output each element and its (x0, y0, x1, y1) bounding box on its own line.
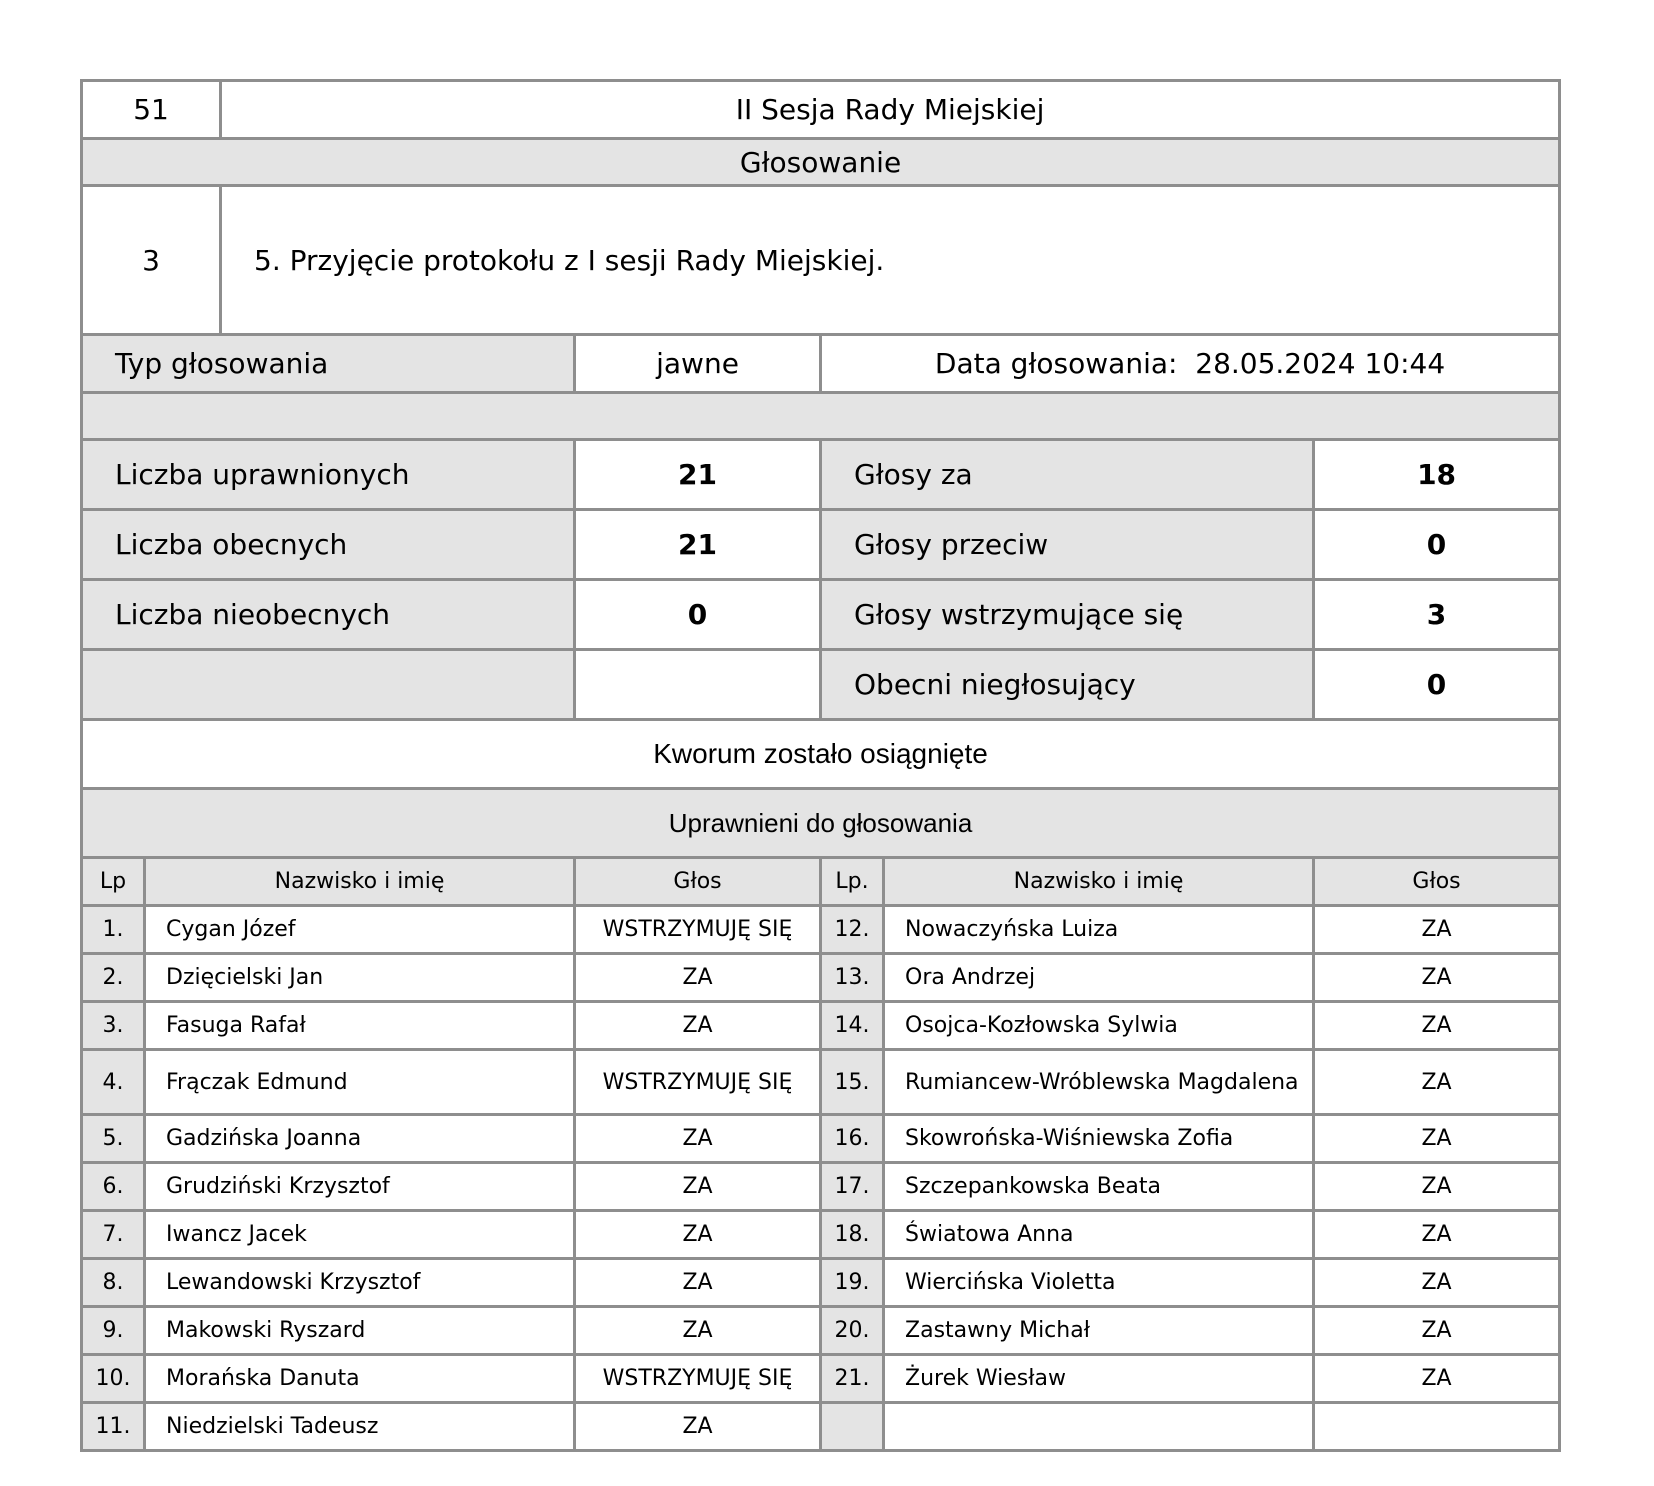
voter-name: Makowski Ryszard (145, 1307, 575, 1355)
table-row (82, 1307, 1560, 1355)
voter-name: Grudziński Krzysztof (145, 1163, 575, 1211)
voter-vote: ZA (1314, 906, 1560, 954)
voter-name: Dzięcielski Jan (145, 954, 575, 1002)
voter-name: Osojca-Kozłowska Sylwia (884, 1002, 1314, 1050)
vote-date-value: 28.05.2024 10:44 (1195, 347, 1446, 380)
voter-vote: ZA (1314, 1163, 1560, 1211)
voters-column-header-row (82, 858, 1560, 906)
voter-lp: 4. (82, 1050, 145, 1115)
voter-vote: WSTRZYMUJĘ SIĘ (575, 1355, 821, 1403)
votes-against-value: 0 (1314, 510, 1560, 580)
voter-lp: 15. (821, 1050, 884, 1115)
voter-lp: 17. (821, 1163, 884, 1211)
voter-lp: 1. (82, 906, 145, 954)
table-row (82, 1163, 1560, 1211)
voter-name: Niedzielski Tadeusz (145, 1403, 575, 1451)
table-row (82, 906, 1560, 954)
voter-name: Ora Andrzej (884, 954, 1314, 1002)
voter-lp: 11. (82, 1403, 145, 1451)
voter-vote: ZA (1314, 1355, 1560, 1403)
spacer-row (82, 393, 1560, 440)
voter-lp: 2. (82, 954, 145, 1002)
voter-vote: ZA (1314, 1002, 1560, 1050)
voter-lp: 3. (82, 1002, 145, 1050)
voter-vote: ZA (575, 954, 821, 1002)
voter-name: Morańska Danuta (145, 1355, 575, 1403)
voter-vote: ZA (1314, 1115, 1560, 1163)
voter-vote: ZA (575, 1259, 821, 1307)
voter-vote: WSTRZYMUJĘ SIĘ (575, 1050, 821, 1115)
voter-name: Skowrońska-Wiśniewska Zofia (884, 1115, 1314, 1163)
voter-vote: ZA (1314, 1307, 1560, 1355)
voter-name: Zastawny Michał (884, 1307, 1314, 1355)
present-count-value: 21 (575, 510, 821, 580)
absent-count-value: 0 (575, 580, 821, 650)
vote-type-value: jawne (575, 335, 821, 393)
table-row (82, 1115, 1560, 1163)
voter-lp: 9. (82, 1307, 145, 1355)
present-count-label: Liczba obecnych (82, 510, 575, 580)
voting-report (80, 79, 1558, 1452)
voter-lp: 19. (821, 1259, 884, 1307)
eligible-voters-header: Uprawnieni do głosowania (82, 789, 1560, 858)
votes-for-value: 18 (1314, 440, 1560, 510)
voter-lp: 18. (821, 1211, 884, 1259)
table-row (82, 1211, 1560, 1259)
col-header-name-right: Nazwisko i imię (884, 858, 1314, 906)
votes-against-label: Głosy przeciw (821, 510, 1314, 580)
table-row (82, 1002, 1560, 1050)
eligible-count-value: 21 (575, 440, 821, 510)
empty-stat-value (575, 650, 821, 720)
voter-name: Światowa Anna (884, 1211, 1314, 1259)
voter-lp: 20. (821, 1307, 884, 1355)
voter-lp: 7. (82, 1211, 145, 1259)
section-header-voting: Głosowanie (82, 139, 1560, 186)
votes-abstain-label: Głosy wstrzymujące się (821, 580, 1314, 650)
voter-lp: 5. (82, 1115, 145, 1163)
voter-vote: ZA (575, 1403, 821, 1451)
empty-stat-label (82, 650, 575, 720)
voter-vote: ZA (1314, 954, 1560, 1002)
voter-vote: ZA (575, 1307, 821, 1355)
voter-lp: 16. (821, 1115, 884, 1163)
session-title: II Sesja Rady Miejskiej (221, 81, 1560, 139)
table-row (82, 1050, 1560, 1115)
voter-name: Szczepankowska Beata (884, 1163, 1314, 1211)
voter-lp: 21. (821, 1355, 884, 1403)
voter-name: Rumiancew-Wróblewska Magdalena (884, 1050, 1314, 1115)
voter-name: Gadzińska Joanna (145, 1115, 575, 1163)
voter-lp: 13. (821, 954, 884, 1002)
vote-type-label: Typ głosowania (82, 335, 575, 393)
item-number: 3 (82, 186, 221, 335)
voter-vote: ZA (575, 1115, 821, 1163)
voter-name: Iwancz Jacek (145, 1211, 575, 1259)
voter-vote: ZA (1314, 1050, 1560, 1115)
eligible-count-label: Liczba uprawnionych (82, 440, 575, 510)
voter-vote: ZA (575, 1163, 821, 1211)
table-row (82, 954, 1560, 1002)
table-row (82, 1403, 1560, 1451)
voter-vote: ZA (575, 1002, 821, 1050)
session-number: 51 (82, 81, 221, 139)
col-header-lp-right: Lp. (821, 858, 884, 906)
col-header-name-left: Nazwisko i imię (145, 858, 575, 906)
voter-name: Fasuga Rafał (145, 1002, 575, 1050)
empty-name (884, 1403, 1314, 1451)
voter-name: Lewandowski Krzysztof (145, 1259, 575, 1307)
voter-vote: ZA (1314, 1259, 1560, 1307)
voter-name: Wiercińska Violetta (884, 1259, 1314, 1307)
voter-lp: 8. (82, 1259, 145, 1307)
voter-vote: ZA (1314, 1211, 1560, 1259)
empty-lp (821, 1403, 884, 1451)
votes-abstain-value: 3 (1314, 580, 1560, 650)
table-row (82, 1355, 1560, 1403)
col-header-vote-left: Głos (575, 858, 821, 906)
votes-for-label: Głosy za (821, 440, 1314, 510)
voter-name: Żurek Wiesław (884, 1355, 1314, 1403)
voter-vote: WSTRZYMUJĘ SIĘ (575, 906, 821, 954)
vote-table (80, 79, 1561, 1452)
voter-name: Frączak Edmund (145, 1050, 575, 1115)
voter-lp: 14. (821, 1002, 884, 1050)
table-row (82, 1259, 1560, 1307)
absent-count-label: Liczba nieobecnych (82, 580, 575, 650)
voter-lp: 10. (82, 1355, 145, 1403)
item-title: 5. Przyjęcie protokołu z I sesji Rady Miejskiej. (221, 186, 1560, 335)
voter-vote: ZA (575, 1211, 821, 1259)
voter-lp: 12. (821, 906, 884, 954)
quorum-status: Kworum zostało osiągnięte (82, 720, 1560, 789)
present-nonvoting-label: Obecni niegłosujący (821, 650, 1314, 720)
vote-date (821, 335, 1560, 393)
empty-vote (1314, 1403, 1560, 1451)
present-nonvoting-value: 0 (1314, 650, 1560, 720)
col-header-lp-left: Lp (82, 858, 145, 906)
vote-date-label: Data głosowania: (934, 347, 1178, 380)
voter-name: Cygan Józef (145, 906, 575, 954)
voter-lp: 6. (82, 1163, 145, 1211)
voter-name: Nowaczyńska Luiza (884, 906, 1314, 954)
col-header-vote-right: Głos (1314, 858, 1560, 906)
